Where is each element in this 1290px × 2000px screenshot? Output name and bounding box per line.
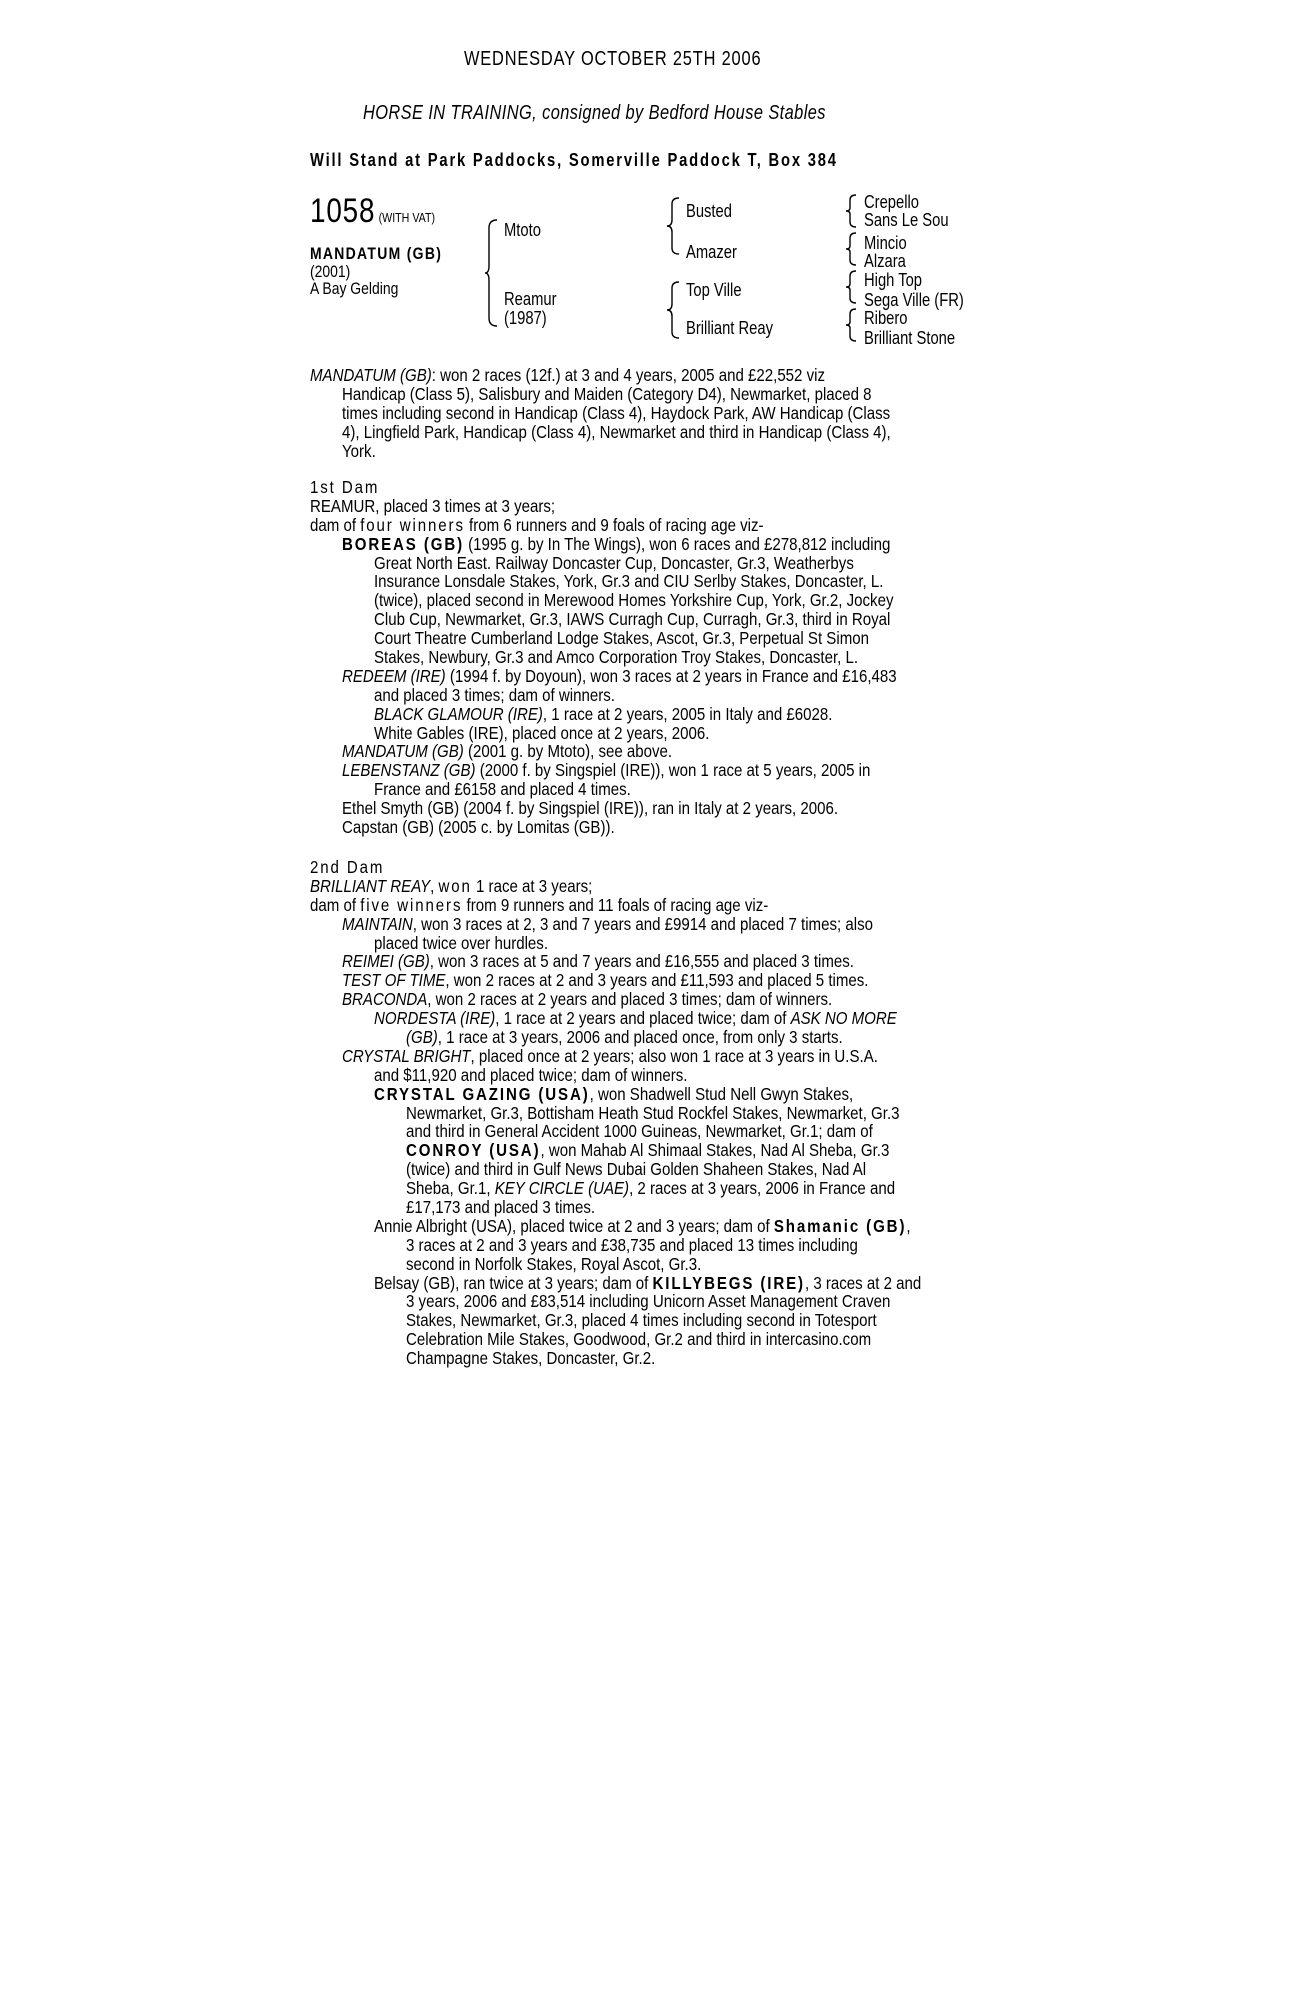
progeny-maintain: MAINTAIN: [342, 913, 413, 934]
pedigree-g3-ribero: Ribero: [864, 308, 908, 328]
pedigree-g3-crepello: Crepello: [864, 192, 919, 212]
progeny-boreas: BOREAS (GB): [342, 533, 464, 554]
progeny-mandatum: MANDATUM (GB): [342, 741, 464, 762]
second-dam-section: 2nd Dam BRILLIANT REAY, won 1 race at 3 years; dam of five winners from 9 runners and 11 foals of racing age viz- MAINTAIN, won 3 races at 2, 3 and 7 years and £9914 and placed 7 times; also placed twice over hurdles. REIMEI (GB), won 3 races at 5 and 7 years and £16,555 and placed 3 times. TEST OF TIME, won 2 races at 2 and 3 years and £11,593 and placed 5 times. BRACONDA, won 2 races at 2 years and placed 3 times; dam of winners. NORDESTA (IRE), 1 race at 2 years and placed twice; dam of ASK NO MORE (GB), 1 race at 3 years, 2006 and placed once, from only 3 starts. CRYSTAL BRIGHT, placed once at 2 years; also won 1 race at 3 years in U.S.A. and $11,920 and placed twice; dam of winners. CRYSTAL GAZING (USA), won Shadwell Stud Nell Gwyn Stakes, Newmarket, Gr.3, Bottisham Heath Stud Rockfel Stakes, Newmarket, Gr.3 and third in General Accident 1000 Guineas, Newmarket, Gr.1; dam of CONROY (USA), won Mahab Al Shimaal Stakes, Nad Al Sheba, Gr.3 (twice) and third in Gulf News Dubai Golden Shaheen Stakes, Nad Al Sheba, Gr.1, KEY CIRCLE (UAE), 2 races at 3 years, 2006 in France and £17,173 and placed 3 times. Annie Albright (USA), placed twice at 2 and 3 years; dam of Shamanic (GB), 3 races at 2 and 3 years and £38,735 and placed 13 times including second in Norfolk Stakes, Royal Ascot, Gr.3. Belsay (GB), ran twice at 3 years; dam of KILLYBEGS (IRE), 3 races at 2 and 3 years, 2006 and £83,514 including Unicorn Asset Management Craven Stakes, Newmarket, Gr.3, placed 4 times including second in Totesport Celebration Mile Stakes, Goodwood, Gr.2 and third in intercasino.com Champagne Stakes, Doncaster, Gr.2.: [310, 857, 922, 1369]
pedigree-sire-dam: Amazer: [686, 242, 737, 262]
progeny-reimei: REIMEI (GB): [342, 951, 430, 972]
pedigree-g3-alzara: Alzara: [864, 251, 906, 271]
pedigree-sire: Mtoto: [504, 220, 541, 240]
lot-number-block: [310, 192, 462, 231]
progeny-black-glamour: BLACK GLAMOUR (IRE): [374, 703, 543, 724]
progeny-crystal-gazing: CRYSTAL GAZING (USA): [374, 1083, 590, 1104]
pedigree-dam-dam: Brilliant Reay: [686, 318, 773, 338]
progeny-braconda: BRACONDA: [342, 989, 428, 1010]
pedigree-g3-sans-le-sou: Sans Le Sou: [864, 210, 949, 230]
first-dam-heading: 1st Dam: [310, 477, 380, 497]
vat-note: (WITH VAT): [378, 210, 436, 225]
pedigree-bracket-g3-4: [846, 308, 858, 344]
first-dam-section: 1st Dam REAMUR, placed 3 times at 3 years; dam of four winners from 6 runners and 9 foals of racing age viz- BOREAS (GB) (1995 g. by In The Wings), won 6 races and £278,812 including Great North East. Railway Doncaster Cup, Doncaster, Gr.3, Weatherbys Insurance Lonsdale Stakes, York, Gr.3 and CIU Serlby Stakes, Doncaster, L. (twice), placed second in Merewood Homes Yorkshire Cup, York, Gr.2, Jockey Club Cup, Newmarket, Gr.3, IAWS Curragh Cup, Curragh, Gr.3, third in Royal Court Theatre Cumberland Lodge Stakes, Ascot, Gr.3, Perpetual St Simon Stakes, Newbury, Gr.3 and Amco Corporation Troy Stakes, Doncaster, L. REDEEM (IRE) (1994 f. by Doyoun), won 3 races at 2 years in France and £16,483 and placed 3 times; dam of winners. BLACK GLAMOUR (IRE), 1 race at 2 years, 2005 in Italy and £6028. White Gables (IRE), placed once at 2 years, 2006. MANDATUM (GB) (2001 g. by Mtoto), see above. LEBENSTANZ (GB) (2000 f. by Singspiel (IRE)), won 1 race at 5 years, 2005 in France and £6158 and placed 4 times. Ethel Smyth (GB) (2004 f. by Singspiel (IRE)), ran in Italy at 2 years, 2006. Capstan (GB) (2005 c. by Lomitas (GB)).: [310, 477, 897, 838]
progeny-lebenstanz: LEBENSTANZ (GB): [342, 760, 476, 781]
pedigree-g3-high-top: High Top: [864, 270, 922, 290]
second-dam-heading: 2nd Dam: [310, 857, 385, 877]
progeny-test-of-time: TEST OF TIME: [342, 970, 446, 991]
progeny-redeem: REDEEM (IRE): [342, 665, 446, 686]
pedigree-dam: Reamur: [504, 289, 557, 309]
record-horse-name: MANDATUM (GB): [310, 365, 432, 385]
stand-location: Will Stand at Park Paddocks, Somerville Paddock T, Box 384: [310, 150, 838, 170]
lot-number: 1058: [310, 192, 376, 230]
progeny-nordesta: NORDESTA (IRE): [374, 1008, 496, 1029]
sale-date: WEDNESDAY OCTOBER 25TH 2006: [463, 48, 762, 70]
pedigree-bracket-sire-line: [667, 196, 681, 258]
horse-name: MANDATUM (GB): [310, 244, 443, 263]
pedigree-bracket-sire-dam: [485, 218, 499, 328]
consignment-title: HORSE IN TRAINING, consigned by Bedford House Stables: [362, 102, 826, 124]
progeny-conroy: CONROY (USA): [406, 1140, 541, 1161]
pedigree-bracket-g3-1: [846, 194, 858, 230]
pedigree-g3-sega-ville: Sega Ville (FR): [864, 290, 964, 310]
pedigree-sire-sire: Busted: [686, 201, 732, 221]
pedigree-bracket-g3-2: [846, 232, 858, 268]
pedigree-bracket-dam-line: [667, 280, 681, 342]
horse-description: A Bay Gelding: [310, 279, 399, 298]
pedigree-g3-mincio: Mincio: [864, 233, 907, 253]
pedigree-dam-sire: Top Ville: [686, 280, 742, 300]
pedigree-bracket-g3-3: [846, 270, 858, 306]
progeny-killybegs: KILLYBEGS (IRE): [652, 1272, 805, 1293]
horse-year: (2001): [310, 262, 351, 281]
pedigree-dam-year: (1987): [504, 308, 547, 328]
progeny-shamanic: Shamanic (GB): [773, 1215, 907, 1236]
race-record: MANDATUM (GB): won 2 races (12f.) at 3 and 4 years, 2005 and £22,552 viz Handicap (Class 5), Salisbury and Maiden (Category D4), Newmarket, placed 8 times including second in Handicap (Class 4), Haydock Park, AW Handicap (Class 4), Lingfield Park, Handicap (Class 4), Newmarket and third in Handicap (Class 4), York.: [310, 365, 891, 461]
pedigree-g3-brilliant-stone: Brilliant Stone: [864, 328, 956, 348]
progeny-crystal-bright: CRYSTAL BRIGHT: [342, 1045, 471, 1066]
